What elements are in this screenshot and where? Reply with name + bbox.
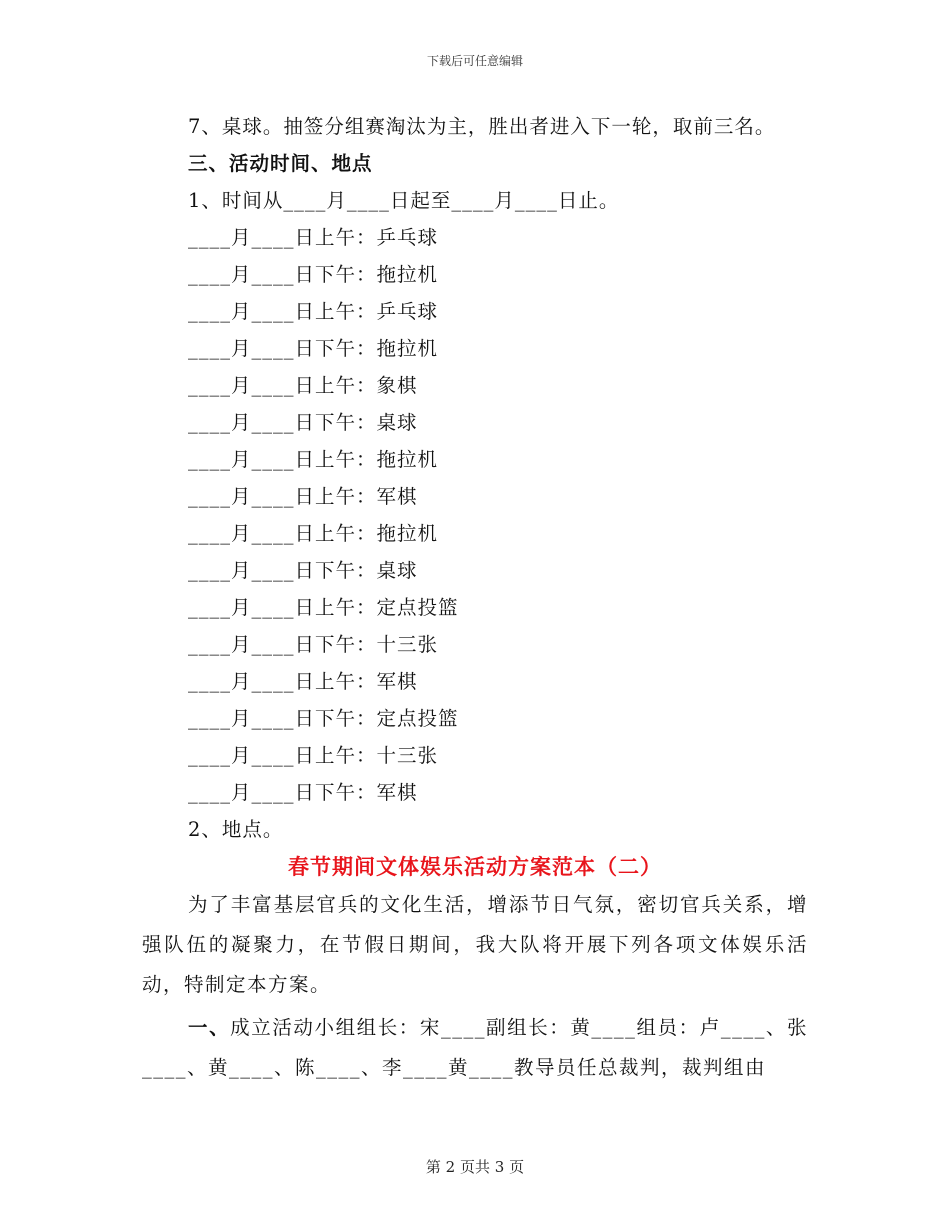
section-title: 春节期间文体娱乐活动方案范本（二） bbox=[288, 854, 662, 879]
schedule-item: ____月____日上午：十三张 bbox=[188, 744, 439, 767]
schedule-item: ____月____日下午：十三张 bbox=[188, 633, 439, 656]
paragraph-body: 成立活动小组组长：宋____副组长：黄____组员：卢____、张____、黄____、陈____、李____黄____教导员任总裁判，裁判组由 bbox=[142, 1016, 808, 1079]
location-line: 2、地点。 bbox=[188, 818, 284, 841]
schedule-item: ____月____日上午：军棋 bbox=[188, 485, 418, 508]
document-body bbox=[142, 108, 808, 1088]
page-header: 下载后可任意编辑 bbox=[426, 54, 523, 68]
schedule-item: ____月____日下午：定点投篮 bbox=[188, 707, 459, 730]
schedule-item: ____月____日下午：拖拉机 bbox=[188, 337, 439, 360]
schedule-item: ____月____日下午：桌球 bbox=[188, 559, 418, 582]
rule-item-7: 7、桌球。抽签分组赛淘汰为主，胜出者进入下一轮，取前三名。 bbox=[188, 115, 776, 138]
schedule-item: ____月____日上午：象棋 bbox=[188, 374, 418, 397]
page-footer: 第 2 页共 3 页 bbox=[425, 1158, 525, 1176]
organization-paragraph bbox=[142, 1008, 808, 1088]
intro-paragraph: 为了丰富基层官兵的文化生活，增添节日气氛，密切官兵关系，增强队伍的凝聚力，在节假日期间，我大队将开展下列各项文体娱乐活动，特制定本方案。 bbox=[142, 893, 808, 996]
schedule-item: ____月____日下午：桌球 bbox=[188, 411, 418, 434]
schedule-item: ____月____日上午：定点投篮 bbox=[188, 596, 459, 619]
schedule-item: ____月____日上午：拖拉机 bbox=[188, 522, 439, 545]
schedule-item: ____月____日下午：军棋 bbox=[188, 781, 418, 804]
schedule-item: ____月____日上午：拖拉机 bbox=[188, 448, 439, 471]
schedule-item: ____月____日下午：拖拉机 bbox=[188, 263, 439, 286]
schedule-item: ____月____日上午：乒乓球 bbox=[188, 300, 439, 323]
time-range-line: 1、时间从____月____日起至____月____日止。 bbox=[188, 189, 620, 212]
section-heading-time-location: 三、活动时间、地点 bbox=[188, 152, 373, 175]
schedule-item: ____月____日上午：乒乓球 bbox=[188, 226, 439, 249]
schedule-item: ____月____日上午：军棋 bbox=[188, 670, 418, 693]
paragraph-lead: 一、 bbox=[188, 1016, 231, 1039]
